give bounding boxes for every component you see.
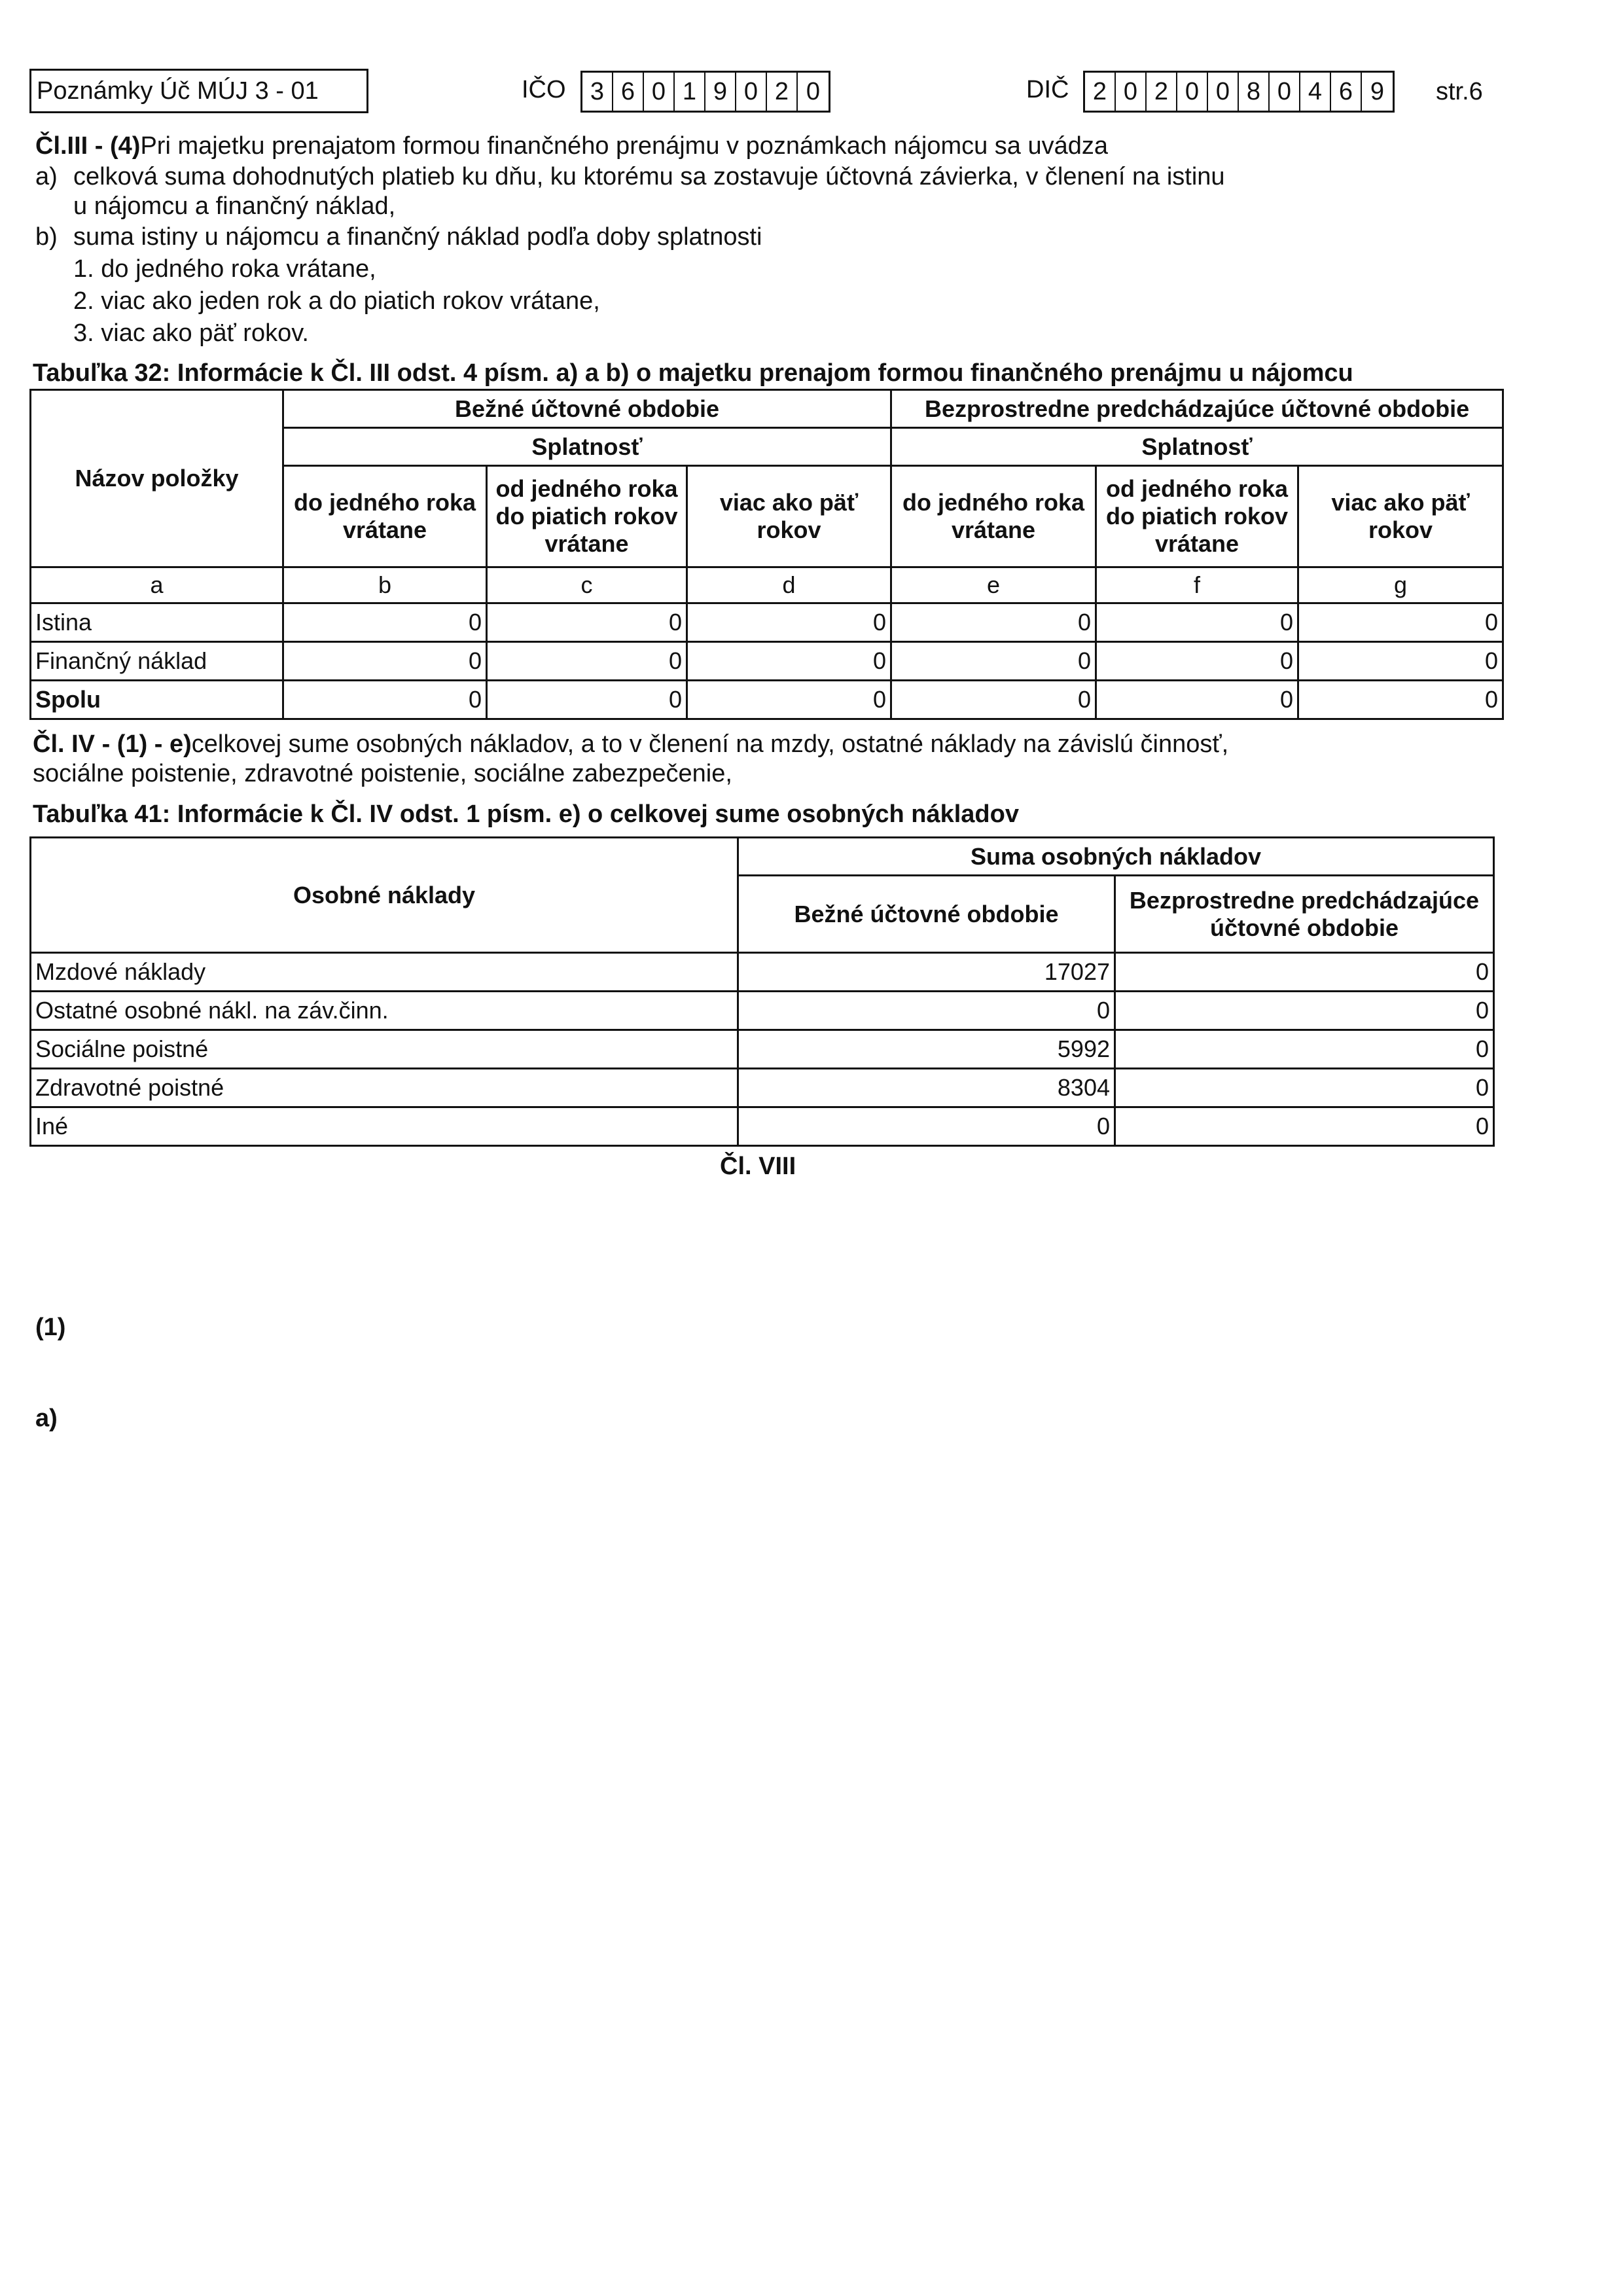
column-letter: e [891, 567, 1096, 603]
table41-title: Tabuľka 41: Informácie k Čl. IV odst. 1 písm. e) o celkovej sume osobných nákladov [33, 800, 1019, 828]
current-value: 0 [738, 1107, 1115, 1146]
value-cell: 0 [687, 642, 891, 681]
dic-digit: 2 [1085, 73, 1116, 111]
value-cell: 0 [283, 603, 487, 642]
value-cell: 0 [487, 603, 687, 642]
sum-header: Suma osobných nákladov [738, 838, 1494, 876]
table-row [31, 681, 1503, 719]
current-period-header: Bežné účtovné obdobie [738, 876, 1115, 953]
ico-digit: 6 [613, 73, 644, 111]
ico-label: IČO [522, 76, 566, 103]
value-cell: 0 [687, 681, 891, 719]
row-label: Sociálne poistné [31, 1030, 738, 1069]
table-row [31, 642, 1503, 681]
paragraph-a-label: a) [35, 1405, 58, 1432]
maturity-header: Splatnosť [283, 428, 891, 466]
row-label: Finančný náklad [31, 642, 283, 681]
previous-period-header: Bezprostredne predchádzajúce účtovné obdobie [1115, 876, 1494, 953]
value-cell: 0 [1096, 642, 1298, 681]
value-cell: 0 [1298, 642, 1503, 681]
dic-digit: 6 [1331, 73, 1362, 111]
row-label: Mzdové náklady [31, 953, 738, 992]
maturity-column-header: viac ako päť rokov [1298, 466, 1503, 567]
table-row [31, 1107, 1494, 1146]
column-letter: b [283, 567, 487, 603]
column-letter: c [487, 567, 687, 603]
maturity-item: 2. viac ako jeden rok a do piatich rokov vrátane, [73, 287, 600, 315]
value-cell: 0 [487, 681, 687, 719]
row-label: Istina [31, 603, 283, 642]
ico-digit: 0 [644, 73, 675, 111]
column-letter: d [687, 567, 891, 603]
value-cell: 0 [687, 603, 891, 642]
paragraph-1-label: (1) [35, 1314, 66, 1341]
maturity-column-header: od jedného roka do piatich rokov vrátane [1096, 466, 1298, 567]
section3-heading [35, 132, 1108, 160]
ico-digit: 2 [767, 73, 798, 111]
name-header: Názov položky [31, 390, 283, 567]
item-b-text: suma istiny u nájomcu a finančný náklad podľa doby splatnosti [73, 223, 762, 251]
ico-digit: 0 [736, 73, 767, 111]
item-b-label: b) [35, 223, 58, 251]
row-label: Zdravotné poistné [31, 1069, 738, 1107]
section4-line2: sociálne poistenie, zdravotné poistenie, sociálne zabezpečenie, [33, 760, 732, 787]
column-letter: a [31, 567, 283, 603]
dic-digit: 8 [1239, 73, 1270, 111]
value-cell: 0 [487, 642, 687, 681]
dic-digit: 2 [1147, 73, 1177, 111]
ico-digit: 3 [582, 73, 613, 111]
page-number: str.6 [1436, 78, 1483, 105]
maturity-column-header: do jedného roka vrátane [891, 466, 1096, 567]
previous-value: 0 [1115, 992, 1494, 1030]
row-label: Iné [31, 1107, 738, 1146]
dic-digit: 0 [1270, 73, 1300, 111]
previous-value: 0 [1115, 1069, 1494, 1107]
section3-heading-text: Pri majetku prenajatom formou finančného prenájmu v poznámkach nájomcu sa uvádza [140, 132, 1109, 160]
dic-digit: 0 [1177, 73, 1208, 111]
personal-costs-header: Osobné náklady [31, 838, 738, 953]
table-row [31, 1030, 1494, 1069]
current-value: 8304 [738, 1069, 1115, 1107]
value-cell: 0 [1298, 603, 1503, 642]
maturity-item: 1. do jedného roka vrátane, [73, 255, 376, 283]
section4-heading [33, 730, 1228, 759]
value-cell: 0 [1096, 681, 1298, 719]
value-cell: 0 [1298, 681, 1503, 719]
ico-digit: 0 [806, 77, 821, 105]
previous-value: 0 [1115, 1107, 1494, 1146]
form-label: Poznámky Úč MÚJ 3 - 01 [37, 77, 319, 105]
dic-digit: 4 [1300, 73, 1331, 111]
table-row [31, 953, 1494, 992]
maturity-column-header: viac ako päť rokov [687, 466, 891, 567]
dic-digit: 0 [1208, 73, 1239, 111]
form-label-box [29, 69, 368, 113]
row-label: Ostatné osobné nákl. na záv.činn. [31, 992, 738, 1030]
value-cell: 0 [891, 681, 1096, 719]
section4-heading-text: celkovej sume osobných nákladov, a to v členení na mzdy, ostatné náklady na závislú činnosť, [191, 730, 1229, 758]
item-a-text: celková suma dohodnutých platieb ku dňu, ku ktorému sa zostavuje účtovná závierka, v členení na istinu [73, 163, 1225, 190]
ico-digits [580, 71, 830, 113]
current-value: 0 [738, 992, 1115, 1030]
dic-digit: 0 [1116, 73, 1147, 111]
table32-title: Tabuľka 32: Informácie k Čl. III odst. 4 písm. a) a b) o majetku prenajom formou finančného prenájmu u nájomcu [33, 359, 1353, 387]
table-row [31, 1069, 1494, 1107]
item-a-text-2: u nájomcu a finančný náklad, [73, 192, 396, 220]
maturity-column-header: do jedného roka vrátane [283, 466, 487, 567]
value-cell: 0 [1096, 603, 1298, 642]
row-label: Spolu [31, 681, 283, 719]
table-row [31, 992, 1494, 1030]
column-letter: g [1298, 567, 1503, 603]
value-cell: 0 [891, 603, 1096, 642]
table32 [29, 389, 1504, 720]
dic-digit: 9 [1370, 77, 1385, 105]
value-cell: 0 [283, 642, 487, 681]
maturity-item: 3. viac ako päť rokov. [73, 319, 309, 347]
previous-period-header: Bezprostredne predchádzajúce účtovné obdobie [891, 390, 1503, 428]
maturity-column-header: od jedného roka do piatich rokov vrátane [487, 466, 687, 567]
section3-heading-bold: Čl.III - (4) [35, 132, 141, 160]
current-period-header: Bežné účtovné obdobie [283, 390, 891, 428]
dic-digits [1083, 71, 1395, 113]
table-row [31, 603, 1503, 642]
section4-heading-bold: Čl. IV - (1) - e) [33, 730, 192, 758]
item-a-label: a) [35, 163, 58, 190]
maturity-header: Splatnosť [891, 428, 1503, 466]
ico-digit: 1 [675, 73, 705, 111]
value-cell: 0 [891, 642, 1096, 681]
previous-value: 0 [1115, 953, 1494, 992]
value-cell: 0 [283, 681, 487, 719]
column-letter: f [1096, 567, 1298, 603]
previous-value: 0 [1115, 1030, 1494, 1069]
section8-heading: Čl. VIII [720, 1153, 796, 1180]
current-value: 5992 [738, 1030, 1115, 1069]
table41 [29, 836, 1495, 1147]
ico-digit: 9 [705, 73, 736, 111]
dic-label: DIČ [1026, 76, 1069, 103]
current-value: 17027 [738, 953, 1115, 992]
